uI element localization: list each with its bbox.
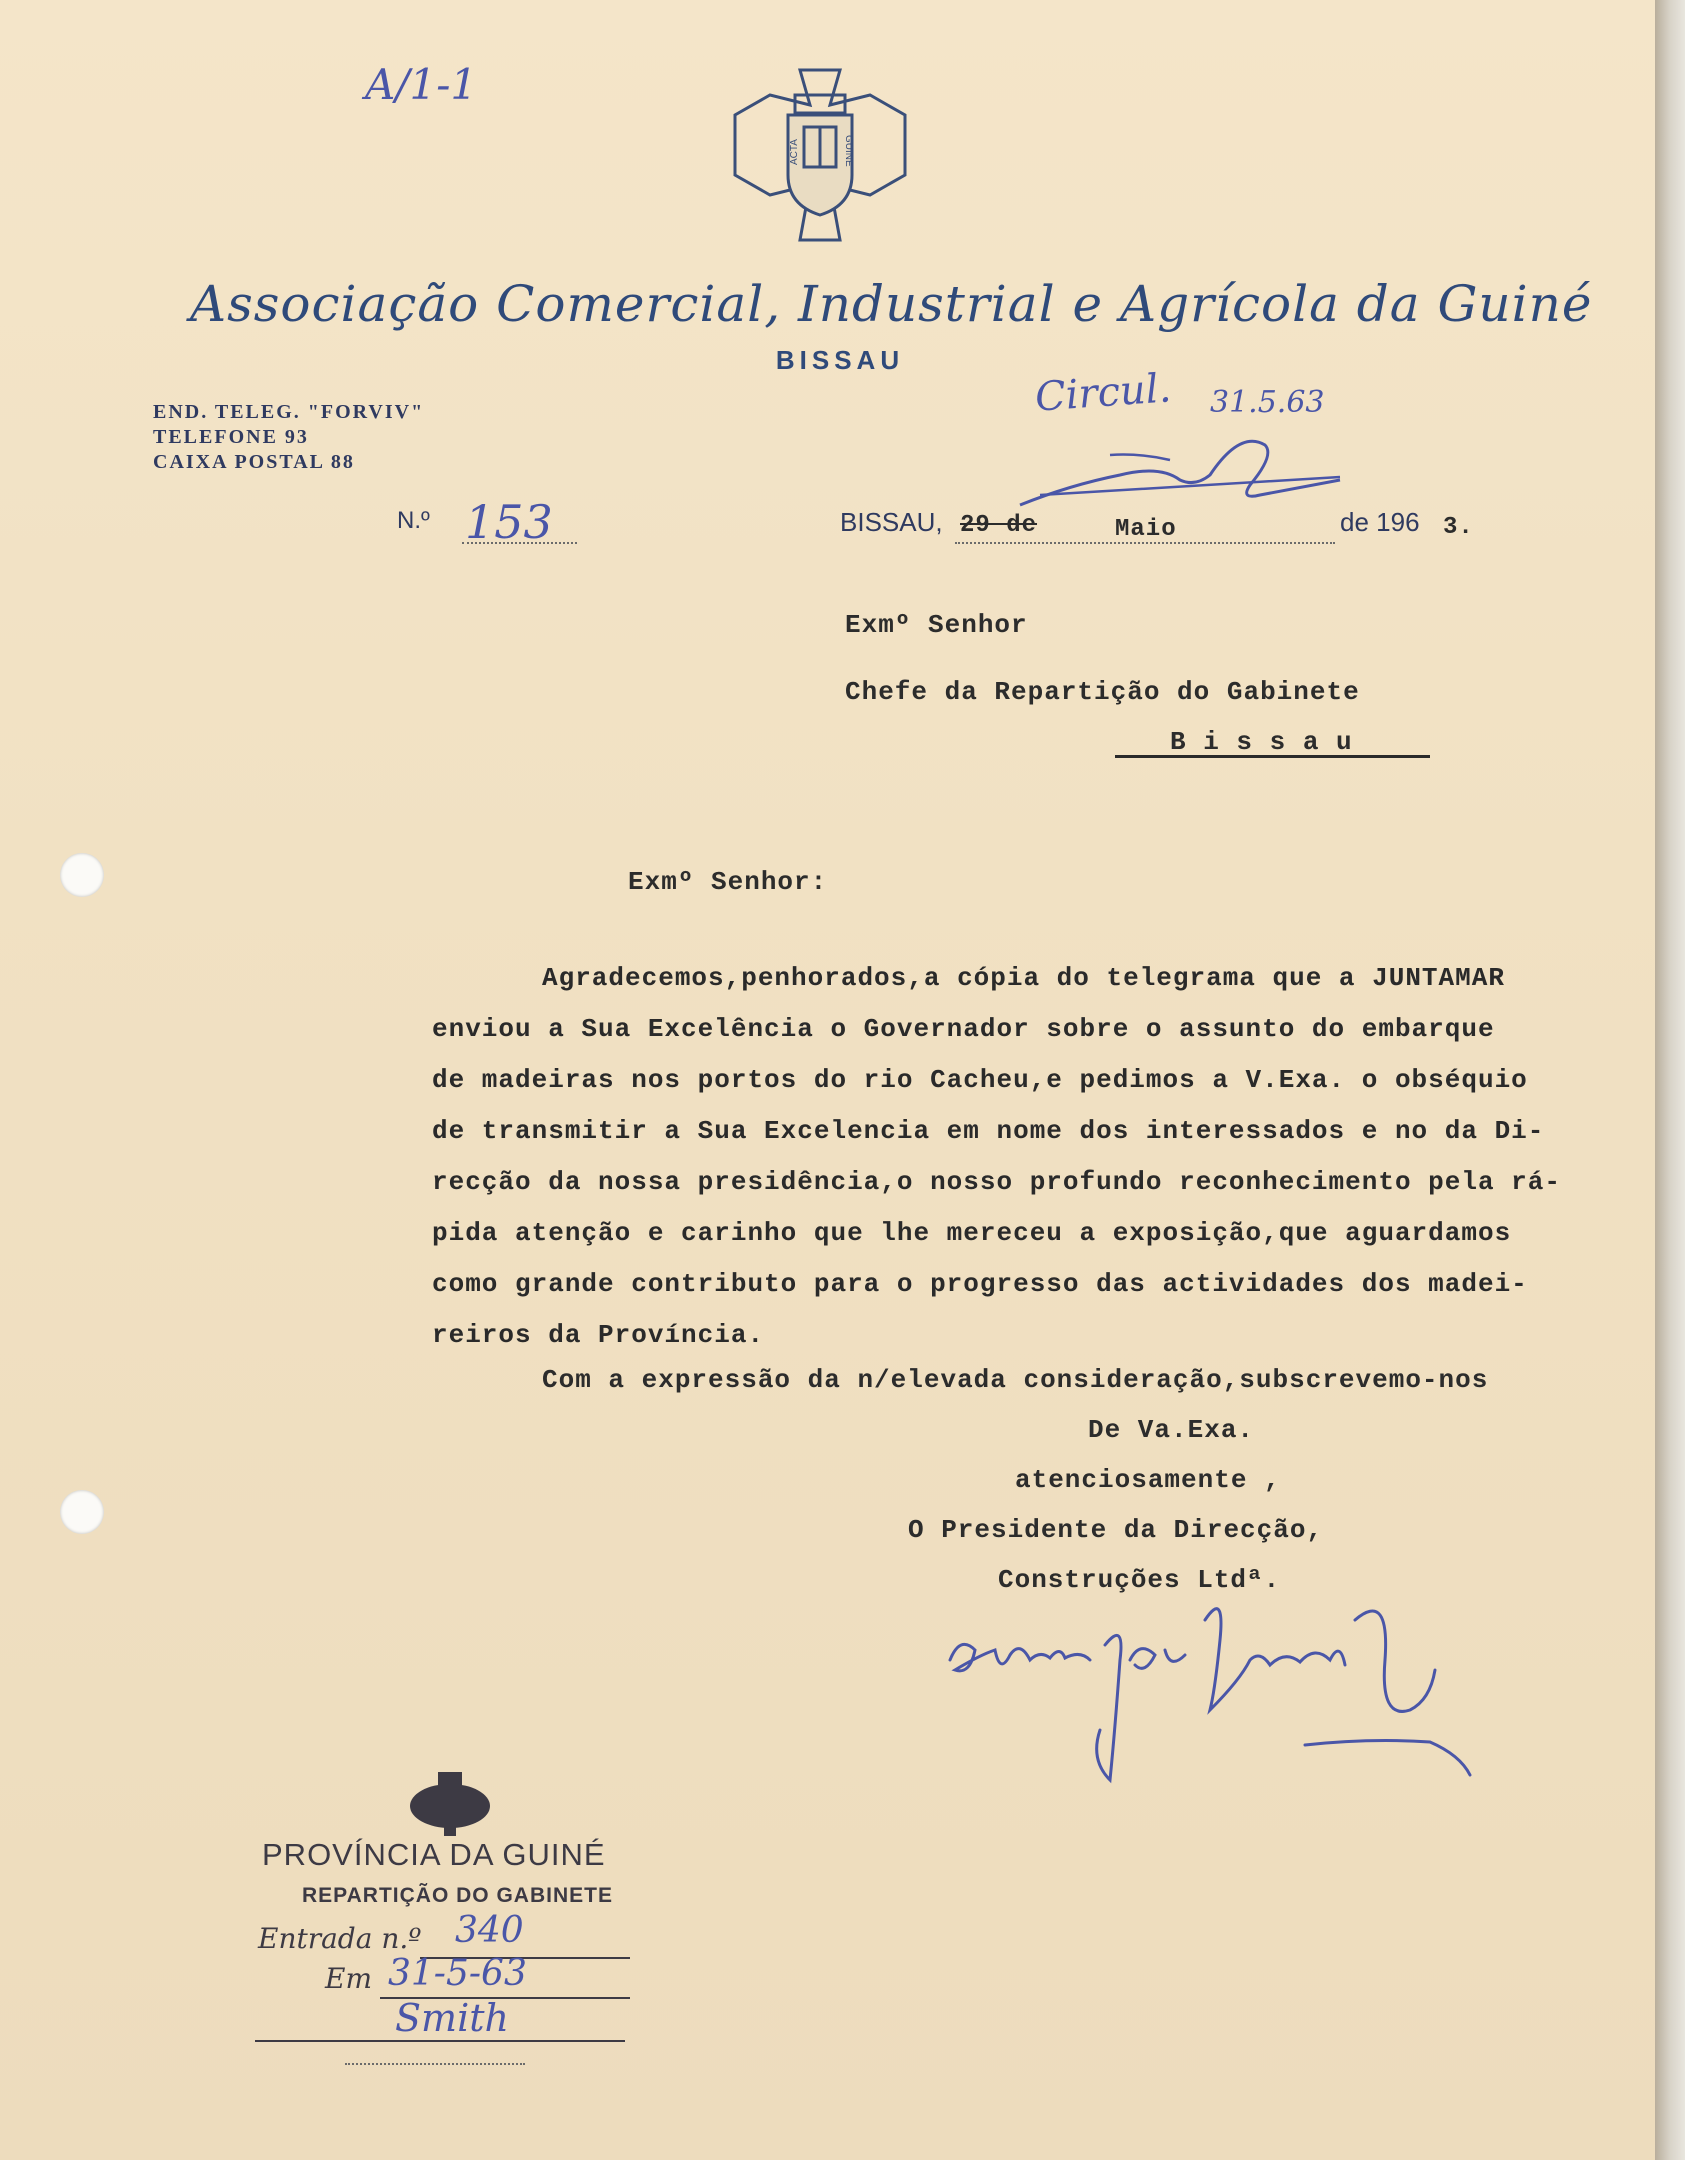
date-suffix: de 196: [1340, 507, 1420, 537]
body-line: recção da nossa presidência,o nosso profundo reconhecimento pela rá-: [432, 1167, 1561, 1197]
addressee-city: B i s s a u: [1170, 727, 1353, 757]
stamp-title: PROVÍNCIA DA GUINÉ: [262, 1837, 606, 1872]
date-day-struck: 29 de: [960, 512, 1038, 539]
contact-block: [153, 400, 424, 475]
body-line: de transmitir a Sua Excelencia em nome dos interessados e no da Di-: [432, 1116, 1545, 1146]
contact-telegraph: END. TELEG. "FORVIV": [153, 401, 425, 423]
body-line: Agradecemos,penhorados,a cópia do telegrama que a JUNTAMAR: [542, 963, 1505, 993]
body-line: enviou a Sua Excelência o Governador sobre o assunto do embarque: [432, 1014, 1495, 1044]
date-initials-scribble: [1010, 425, 1350, 535]
crest-emblem: [730, 65, 910, 245]
organization-city: BISSAU: [775, 345, 905, 375]
punch-hole-top: [60, 853, 104, 897]
stamp-subtitle: REPARTIÇÃO DO GABINETE: [302, 1884, 613, 1907]
circular-note: Circul.: [1033, 365, 1173, 421]
body-line: pida atenção e carinho que lhe mereceu a exposição,que aguardamos: [432, 1218, 1512, 1248]
contact-phone: TELEFONE 93: [153, 426, 309, 448]
addressee-title: Chefe da Repartição do Gabinete: [845, 677, 1360, 707]
punch-hole-bottom: [60, 1490, 104, 1534]
body-line: como grande contributo para o progresso das actividades dos madei-: [432, 1269, 1528, 1299]
date-year-digit: 3.: [1443, 514, 1474, 541]
number-label: N.º: [397, 507, 430, 534]
contact-po-box: CAIXA POSTAL 88: [153, 451, 355, 473]
crest-motto-left: ACTA: [789, 139, 800, 165]
closing-line: Com a expressão da n/elevada consideração,subscrevemo-nos: [542, 1365, 1489, 1395]
closing-atenciosamente: atenciosamente ,: [1015, 1465, 1281, 1495]
addressee-salutation: Exmº Senhor: [845, 610, 1028, 640]
signer-title: O Presidente da Direcção,: [908, 1515, 1324, 1545]
circular-date: 31.5.63: [1210, 385, 1325, 420]
organization-name: Associação Comercial, Industrial e Agrícola da Guiné: [190, 275, 1593, 333]
signer-company: Construções Ltdª.: [998, 1565, 1281, 1595]
date-rule: [955, 542, 1335, 544]
stamp-crest-icon: [400, 1768, 500, 1838]
letter-body: [432, 953, 1685, 1361]
number-value: 153: [465, 495, 553, 549]
body-line: reiros da Província.: [432, 1320, 765, 1350]
stamp-sign-rule: [255, 2040, 625, 2042]
closing-de-vaexa: De Va.Exa.: [1088, 1415, 1255, 1445]
body-line: de madeiras nos portos do rio Cacheu,e pedimos a V.Exa. o obséquio: [432, 1065, 1528, 1095]
stamp-date-label: Em: [325, 1962, 372, 1995]
stamp-extra-rule: [345, 2063, 525, 2065]
stamp-entry-value: 340: [455, 1910, 524, 1951]
stamp-initials: Smith: [395, 1996, 509, 2040]
letter-greeting: Exmº Senhor:: [628, 867, 828, 897]
date-month: Maio: [1115, 516, 1177, 543]
crest-motto-right: GUINE: [843, 135, 854, 167]
date-prefix: BISSAU,: [840, 507, 943, 537]
number-rule: [462, 542, 577, 544]
addressee-underline: [1115, 755, 1430, 758]
handwritten-signature: [940, 1580, 1480, 1790]
archive-reference: A/1-1: [365, 60, 478, 109]
stamp-entry-label: Entrada n.º: [258, 1922, 422, 1955]
stamp-date-value: 31-5-63: [388, 1953, 527, 1994]
